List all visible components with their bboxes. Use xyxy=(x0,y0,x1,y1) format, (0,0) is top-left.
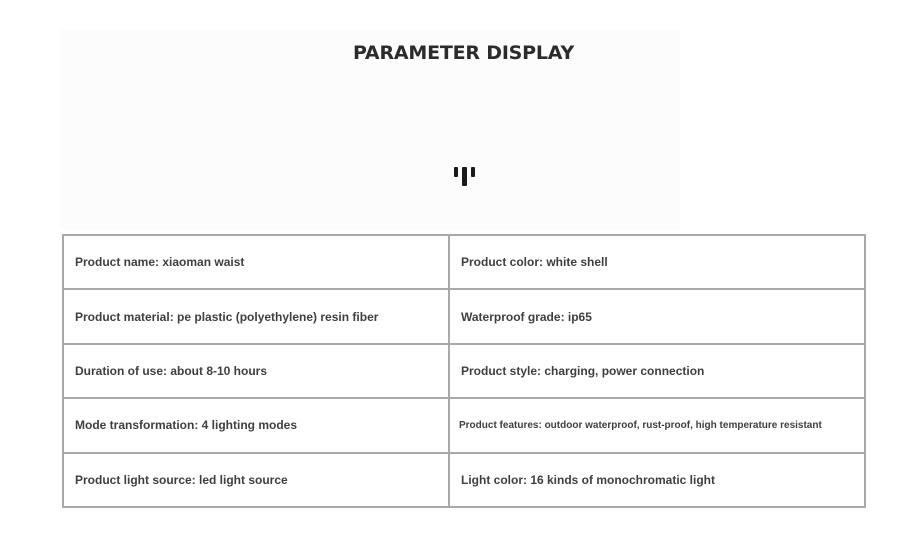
brand-logo-icon xyxy=(453,166,477,188)
table-cell: Duration of use: about 8-10 hours xyxy=(63,344,449,398)
table-cell: Waterproof grade: ip65 xyxy=(449,289,865,343)
table-cell: Product style: charging, power connection xyxy=(449,344,865,398)
table-row xyxy=(63,289,865,343)
table-cell: Light color: 16 kinds of monochromatic light xyxy=(449,453,865,507)
table-row xyxy=(63,398,865,452)
table-cell: Product material: pe plastic (polyethylene) resin fiber xyxy=(63,289,449,343)
table-cell: Product features: outdoor waterproof, rust-proof, high temperature resistant xyxy=(449,398,865,452)
table-cell: Product color: white shell xyxy=(449,235,865,289)
page-title: PARAMETER DISPLAY xyxy=(352,42,575,64)
table-cell: Product light source: led light source xyxy=(63,453,449,507)
table-cell: Product name: xiaoman waist xyxy=(63,235,449,289)
parameter-table xyxy=(62,234,866,508)
table-cell: Mode transformation: 4 lighting modes xyxy=(63,398,449,452)
table-row xyxy=(63,235,865,289)
table-row xyxy=(63,453,865,507)
table-row xyxy=(63,344,865,398)
